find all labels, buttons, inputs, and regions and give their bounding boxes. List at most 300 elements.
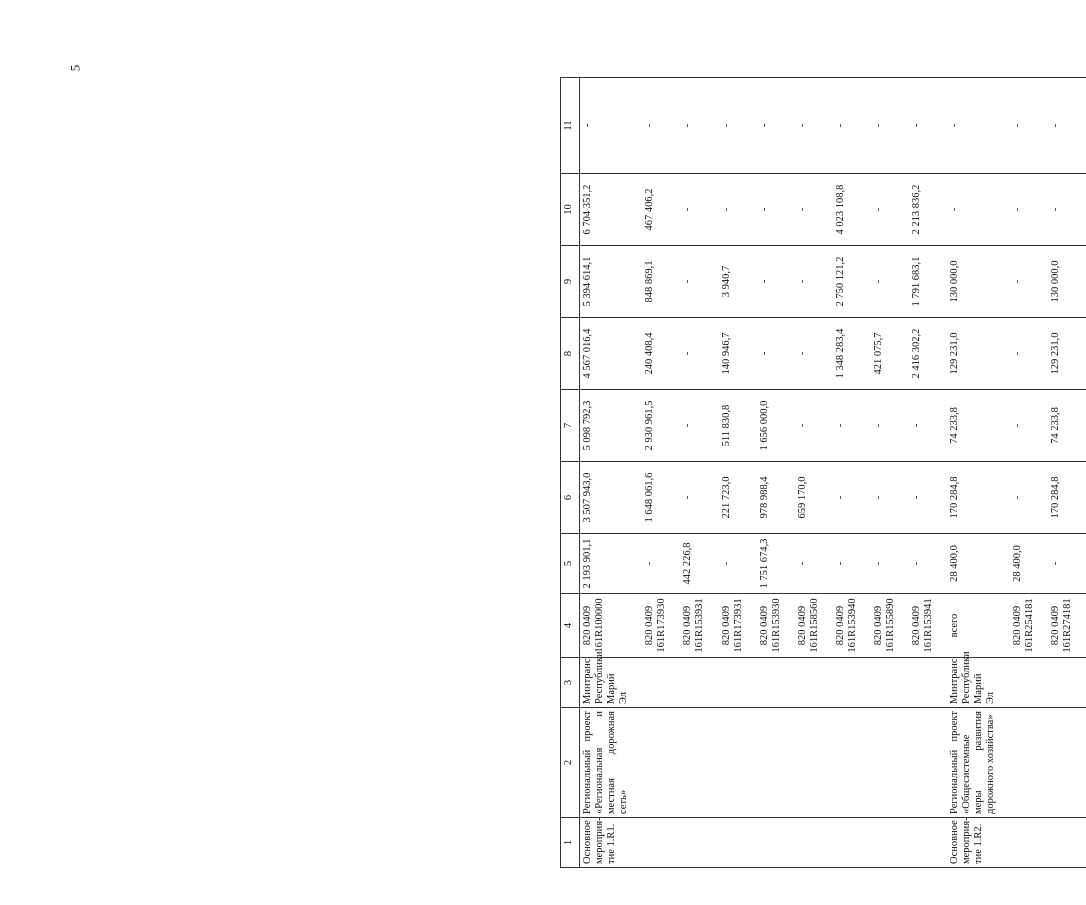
table-row	[757, 78, 785, 868]
spacer-cell	[899, 708, 909, 818]
spacer-cell	[709, 534, 719, 594]
cell-col-5: 28 400,0	[1010, 534, 1038, 594]
spacer-cell	[709, 174, 719, 246]
cell-col-8: -	[795, 318, 823, 390]
cell-col-10: 6 704 351,2	[580, 174, 633, 246]
spacer-cell	[937, 78, 947, 174]
spacer-cell	[632, 246, 642, 318]
cell-col-1	[833, 818, 861, 868]
spacer-cell	[823, 78, 833, 174]
cell-col-4: 820 0409 161R173931	[719, 594, 747, 658]
spacer-cell	[823, 658, 833, 708]
spacer-cell	[785, 462, 795, 534]
page-number: 5	[67, 64, 83, 72]
cell-col-1	[719, 818, 747, 868]
spacer-cell	[937, 594, 947, 658]
spacer-cell	[1000, 818, 1010, 868]
column-header-8: 8	[561, 318, 580, 390]
spacer-cell	[709, 78, 719, 174]
cell-col-2	[1010, 708, 1038, 818]
spacer-cell	[937, 818, 947, 868]
spacer-cell	[670, 462, 680, 534]
spacer-cell	[747, 708, 757, 818]
spacer-cell	[632, 818, 642, 868]
column-header-9: 9	[561, 246, 580, 318]
cell-col-4: 820 0409 161R274181	[1048, 594, 1076, 658]
row-spacer	[632, 78, 642, 868]
table-row	[833, 78, 861, 868]
table-row	[680, 78, 708, 868]
cell-col-3	[909, 658, 937, 708]
cell-col-9: -	[795, 246, 823, 318]
cell-col-3	[833, 658, 861, 708]
cell-col-9: 848 869,1	[642, 246, 670, 318]
column-header-3: 3	[561, 658, 580, 708]
cell-col-8: 1 348 283,4	[833, 318, 861, 390]
cell-col-11: -	[947, 78, 999, 174]
cell-col-9: 130 000,0	[1048, 246, 1076, 318]
spacer-cell	[823, 318, 833, 390]
cell-col-9: -	[871, 246, 899, 318]
row-spacer	[1038, 78, 1048, 868]
spacer-cell	[785, 246, 795, 318]
cell-col-9: 5 394 614,1	[580, 246, 633, 318]
spacer-cell	[747, 318, 757, 390]
spacer-cell	[899, 246, 909, 318]
spacer-cell	[1000, 534, 1010, 594]
spacer-cell	[861, 318, 871, 390]
cell-col-11: -	[642, 78, 670, 174]
spacer-cell	[1038, 708, 1048, 818]
cell-col-2	[795, 708, 823, 818]
spacer-cell	[670, 246, 680, 318]
spacer-cell	[747, 390, 757, 462]
table-body	[580, 78, 1086, 868]
cell-col-7: 74 233,8	[947, 390, 999, 462]
spacer-cell	[632, 658, 642, 708]
row-spacer	[937, 78, 947, 868]
row-spacer	[899, 78, 909, 868]
cell-col-1: Основное мероприя-тие 1.R2.	[947, 818, 999, 868]
table-row	[1048, 78, 1076, 868]
spacer-cell	[747, 818, 757, 868]
cell-col-3: Минтранс Республики Марий Эл	[947, 658, 999, 708]
spacer-cell	[670, 594, 680, 658]
cell-col-1	[1048, 818, 1076, 868]
cell-col-8: -	[1010, 318, 1038, 390]
column-header-1: 1	[561, 818, 580, 868]
cell-col-2	[833, 708, 861, 818]
cell-col-1	[909, 818, 937, 868]
cell-col-4: 820 0409 161R153930	[757, 594, 785, 658]
spacer-cell	[785, 658, 795, 708]
cell-col-5: 1 751 674,3	[757, 534, 785, 594]
cell-col-4: 820 0409 161R153941	[909, 594, 937, 658]
cell-col-5: -	[871, 534, 899, 594]
column-header-11: 11	[561, 78, 580, 174]
cell-col-9: -	[680, 246, 708, 318]
spacer-cell	[785, 708, 795, 818]
spacer-cell	[1076, 390, 1086, 462]
cell-col-5: -	[1048, 534, 1076, 594]
spacer-cell	[785, 594, 795, 658]
spacer-cell	[861, 708, 871, 818]
spacer-cell	[670, 174, 680, 246]
spacer-cell	[823, 390, 833, 462]
cell-col-3	[642, 658, 670, 708]
spacer-cell	[1076, 462, 1086, 534]
spacer-cell	[670, 390, 680, 462]
spacer-cell	[1076, 818, 1086, 868]
cell-col-11: -	[795, 78, 823, 174]
cell-col-10: -	[947, 174, 999, 246]
cell-col-1: Основное мероприя-тие 1.R1.	[580, 818, 633, 868]
cell-col-11: -	[757, 78, 785, 174]
cell-col-11: -	[1048, 78, 1076, 174]
cell-col-4: 820 0409 161R173930	[642, 594, 670, 658]
cell-col-2: Региональный проект «Региональная и местная дорожная сеть»	[580, 708, 633, 818]
cell-col-7: 2 930 961,5	[642, 390, 670, 462]
spacer-cell	[632, 594, 642, 658]
spacer-cell	[899, 390, 909, 462]
spacer-cell	[632, 534, 642, 594]
cell-col-8: 140 946,7	[719, 318, 747, 390]
cell-col-6: -	[833, 462, 861, 534]
spacer-cell	[861, 594, 871, 658]
cell-col-8: 240 408,4	[642, 318, 670, 390]
cell-col-11: -	[871, 78, 899, 174]
cell-col-7: 5 098 792,3	[580, 390, 633, 462]
spacer-cell	[937, 390, 947, 462]
spacer-cell	[747, 78, 757, 174]
cell-col-2	[757, 708, 785, 818]
spacer-cell	[1038, 462, 1048, 534]
spacer-cell	[1038, 818, 1048, 868]
cell-col-2	[642, 708, 670, 818]
row-spacer	[709, 78, 719, 868]
cell-col-10: -	[795, 174, 823, 246]
cell-col-5: 2 193 901,1	[580, 534, 633, 594]
cell-col-6: 3 507 943,0	[580, 462, 633, 534]
cell-col-5: 28 400,0	[947, 534, 999, 594]
spacer-cell	[861, 78, 871, 174]
table-row	[871, 78, 899, 868]
spacer-cell	[861, 462, 871, 534]
spacer-cell	[632, 174, 642, 246]
spacer-cell	[747, 658, 757, 708]
row-spacer	[670, 78, 680, 868]
cell-col-9: -	[1010, 246, 1038, 318]
spacer-cell	[823, 462, 833, 534]
spacer-cell	[937, 246, 947, 318]
spacer-cell	[899, 462, 909, 534]
cell-col-3: Минтранс Республики Марий Эл	[580, 658, 633, 708]
spacer-cell	[632, 390, 642, 462]
spacer-cell	[937, 462, 947, 534]
spacer-cell	[861, 390, 871, 462]
row-spacer	[747, 78, 757, 868]
cell-col-5: -	[795, 534, 823, 594]
spacer-cell	[899, 818, 909, 868]
table-row	[642, 78, 670, 868]
spacer-cell	[709, 818, 719, 868]
cell-col-7: 74 233,8	[1048, 390, 1076, 462]
cell-col-4: 820 0409 161R153940	[833, 594, 861, 658]
cell-col-11: -	[833, 78, 861, 174]
spacer-cell	[823, 246, 833, 318]
cell-col-3	[871, 658, 899, 708]
cell-col-8: 129 231,0	[947, 318, 999, 390]
spacer-cell	[785, 318, 795, 390]
spacer-cell	[747, 534, 757, 594]
cell-col-5: -	[833, 534, 861, 594]
spacer-cell	[1000, 708, 1010, 818]
table-row	[909, 78, 937, 868]
spacer-cell	[1000, 246, 1010, 318]
cell-col-6: 170 284,8	[1048, 462, 1076, 534]
cell-col-7: -	[680, 390, 708, 462]
spacer-cell	[1038, 594, 1048, 658]
cell-col-6: -	[871, 462, 899, 534]
cell-col-7: 1 656 000,0	[757, 390, 785, 462]
cell-col-3	[680, 658, 708, 708]
table-row	[795, 78, 823, 868]
cell-col-8: -	[757, 318, 785, 390]
cell-col-7: -	[1010, 390, 1038, 462]
spacer-cell	[1038, 534, 1048, 594]
spacer-cell	[670, 78, 680, 174]
cell-col-6: -	[1010, 462, 1038, 534]
spacer-cell	[1000, 658, 1010, 708]
cell-col-3	[795, 658, 823, 708]
cell-col-6: 221 723,0	[719, 462, 747, 534]
spacer-cell	[937, 708, 947, 818]
cell-col-8: -	[680, 318, 708, 390]
cell-col-4: 820 0409 161R254181	[1010, 594, 1038, 658]
spacer-cell	[1000, 318, 1010, 390]
column-header-4: 4	[561, 594, 580, 658]
column-header-7: 7	[561, 390, 580, 462]
cell-col-6: -	[680, 462, 708, 534]
spacer-cell	[709, 318, 719, 390]
row-spacer	[785, 78, 795, 868]
cell-col-6: 659 170,0	[795, 462, 823, 534]
column-header-10: 10	[561, 174, 580, 246]
cell-col-4: 820 0409 161R155890	[871, 594, 899, 658]
spacer-cell	[709, 390, 719, 462]
cell-col-2: Региональный проект «Общесистемные меры развития дорожного хозяйства»	[947, 708, 999, 818]
cell-col-2	[1048, 708, 1076, 818]
cell-col-7: -	[871, 390, 899, 462]
spacer-cell	[861, 246, 871, 318]
spacer-cell	[632, 78, 642, 174]
cell-col-5: -	[719, 534, 747, 594]
spacer-cell	[1000, 174, 1010, 246]
spacer-cell	[785, 818, 795, 868]
spacer-cell	[1038, 318, 1048, 390]
spacer-cell	[823, 174, 833, 246]
cell-col-11: -	[580, 78, 633, 174]
spacer-cell	[1076, 78, 1086, 174]
spacer-cell	[899, 594, 909, 658]
cell-col-2	[909, 708, 937, 818]
spacer-cell	[670, 818, 680, 868]
spacer-cell	[937, 318, 947, 390]
spacer-cell	[785, 534, 795, 594]
cell-col-8: 2 416 302,2	[909, 318, 937, 390]
spacer-cell	[1038, 78, 1048, 174]
spacer-cell	[899, 658, 909, 708]
spacer-cell	[861, 534, 871, 594]
spacer-cell	[670, 658, 680, 708]
spacer-cell	[709, 462, 719, 534]
spacer-cell	[823, 818, 833, 868]
cell-col-7: 511 830,8	[719, 390, 747, 462]
cell-col-8: 129 231,0	[1048, 318, 1076, 390]
spacer-cell	[632, 318, 642, 390]
cell-col-1	[680, 818, 708, 868]
spacer-cell	[709, 594, 719, 658]
spacer-cell	[861, 174, 871, 246]
cell-col-9: 1 791 683,1	[909, 246, 937, 318]
cell-col-10: -	[1010, 174, 1038, 246]
cell-col-1	[642, 818, 670, 868]
spacer-cell	[1000, 78, 1010, 174]
spacer-cell	[1038, 246, 1048, 318]
spacer-cell	[670, 318, 680, 390]
spacer-cell	[709, 708, 719, 818]
spacer-cell	[1000, 390, 1010, 462]
spacer-cell	[670, 708, 680, 818]
spacer-cell	[1076, 658, 1086, 708]
spacer-cell	[1076, 534, 1086, 594]
spacer-cell	[747, 174, 757, 246]
cell-col-5: -	[642, 534, 670, 594]
row-spacer	[1076, 78, 1086, 868]
spacer-cell	[1076, 318, 1086, 390]
cell-col-1	[757, 818, 785, 868]
cell-col-3	[1010, 658, 1038, 708]
cell-col-9: 130 000,0	[947, 246, 999, 318]
spacer-cell	[899, 534, 909, 594]
row-spacer	[1000, 78, 1010, 868]
cell-col-11: -	[719, 78, 747, 174]
spacer-cell	[899, 78, 909, 174]
cell-col-5: -	[909, 534, 937, 594]
row-spacer	[823, 78, 833, 868]
spacer-cell	[632, 708, 642, 818]
cell-col-2	[719, 708, 747, 818]
cell-col-5: 442 226,8	[680, 534, 708, 594]
spacer-cell	[937, 534, 947, 594]
spacer-cell	[1076, 174, 1086, 246]
spacer-cell	[1076, 246, 1086, 318]
cell-col-2	[680, 708, 708, 818]
spacer-cell	[1000, 594, 1010, 658]
cell-col-6: -	[909, 462, 937, 534]
table-row	[947, 78, 999, 868]
cell-col-2	[871, 708, 899, 818]
cell-col-11: -	[1010, 78, 1038, 174]
cell-col-10: 2 213 836,2	[909, 174, 937, 246]
spacer-cell	[861, 658, 871, 708]
spacer-cell	[709, 658, 719, 708]
spacer-cell	[1076, 594, 1086, 658]
spacer-cell	[937, 658, 947, 708]
cell-col-10: -	[757, 174, 785, 246]
cell-col-8: 421 075,7	[871, 318, 899, 390]
cell-col-7: -	[909, 390, 937, 462]
column-header-2: 2	[561, 708, 580, 818]
cell-col-4: 820 0409 161R158560	[795, 594, 823, 658]
spacer-cell	[1038, 390, 1048, 462]
spacer-cell	[747, 462, 757, 534]
column-header-6: 6	[561, 462, 580, 534]
spacer-cell	[861, 818, 871, 868]
spacer-cell	[823, 594, 833, 658]
cell-col-10: 467 406,2	[642, 174, 670, 246]
cell-col-1	[1010, 818, 1038, 868]
cell-col-11: -	[680, 78, 708, 174]
cell-col-6: 978 988,4	[757, 462, 785, 534]
spacer-cell	[709, 246, 719, 318]
spacer-cell	[1038, 174, 1048, 246]
cell-col-4: 820 0409 161R100000	[580, 594, 633, 658]
cell-col-10: -	[680, 174, 708, 246]
cell-col-6: 1 648 061,6	[642, 462, 670, 534]
table-row	[580, 78, 633, 868]
cell-col-3	[719, 658, 747, 708]
cell-col-3	[1048, 658, 1076, 708]
cell-col-4: всего	[947, 594, 999, 658]
cell-col-7: -	[795, 390, 823, 462]
cell-col-10: -	[1048, 174, 1076, 246]
spacer-cell	[747, 246, 757, 318]
cell-col-9: 3 940,7	[719, 246, 747, 318]
spacer-cell	[899, 318, 909, 390]
spacer-cell	[1000, 462, 1010, 534]
spacer-cell	[823, 708, 833, 818]
cell-col-3	[757, 658, 785, 708]
spacer-cell	[670, 534, 680, 594]
spacer-cell	[899, 174, 909, 246]
spacer-cell	[937, 174, 947, 246]
cell-col-9: -	[757, 246, 785, 318]
header-row	[561, 78, 580, 868]
budget-table	[560, 77, 1086, 868]
column-header-5: 5	[561, 534, 580, 594]
spacer-cell	[1076, 708, 1086, 818]
spacer-cell	[1038, 658, 1048, 708]
cell-col-6: 170 284,8	[947, 462, 999, 534]
cell-col-9: 2 750 121,2	[833, 246, 861, 318]
cell-col-11: -	[909, 78, 937, 174]
cell-col-4: 820 0409 161R153931	[680, 594, 708, 658]
spacer-cell	[632, 462, 642, 534]
rotated-table-container	[560, 78, 1073, 868]
spacer-cell	[747, 594, 757, 658]
cell-col-7: -	[833, 390, 861, 462]
cell-col-1	[871, 818, 899, 868]
spacer-cell	[785, 390, 795, 462]
table-row	[719, 78, 747, 868]
row-spacer	[861, 78, 871, 868]
cell-col-1	[795, 818, 823, 868]
spacer-cell	[785, 174, 795, 246]
cell-col-10: 4 023 108,8	[833, 174, 861, 246]
cell-col-10: -	[719, 174, 747, 246]
spacer-cell	[785, 78, 795, 174]
